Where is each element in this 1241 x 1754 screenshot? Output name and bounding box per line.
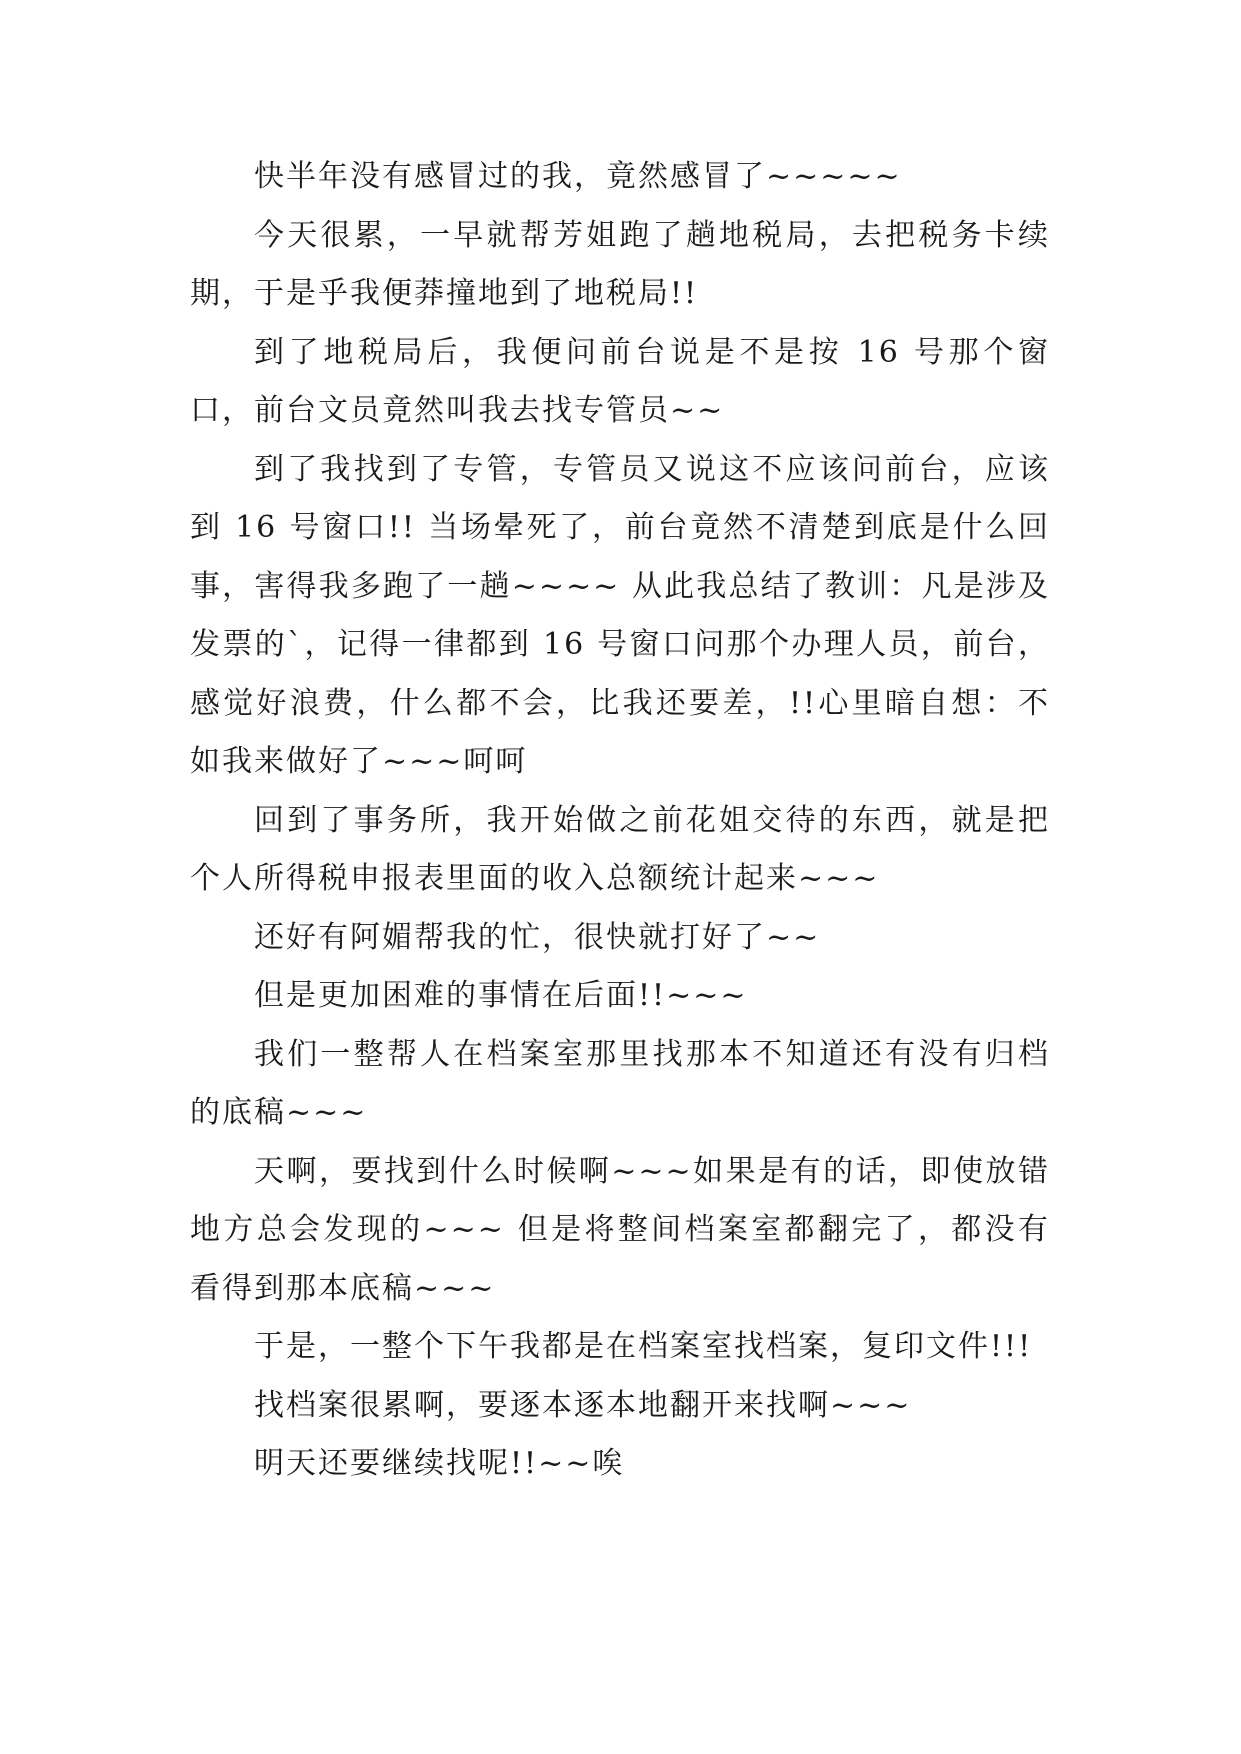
paragraph: 还好有阿媚帮我的忙，很快就打好了~~	[254, 919, 821, 955]
paragraph: 明天还要继续找呢!!~~唉	[254, 1446, 625, 1481]
paragraph: 于是，一整个下午我都是在档案室找档案，复印文件!!!	[254, 1329, 1033, 1364]
paragraph: 我们一整帮人在档案室那里找那本不知道还有没有归档的底稿~~~	[190, 1036, 1050, 1130]
paragraph: 找档案很累啊，要逐本逐本地翻开来找啊~~~	[254, 1387, 912, 1423]
paragraph: 今天很累，一早就帮芳姐跑了趟地税局，去把税务卡续期，于是乎我便莽撞地到了地税局!!	[190, 217, 1050, 311]
paragraph: 回到了事务所，我开始做之前花姐交待的东西，就是把个人所得税申报表里面的收入总额统计起来~~~	[190, 802, 1050, 896]
paragraph: 到了我找到了专管，专管员又说这不应该问前台，应该到 16 号窗口!! 当场晕死了，前台竟然不清楚到底是什么回事，害得我多跑了一趟~~~~ 从此我总结了教训：凡是涉及发票的`，记得一律都到 16 号窗口问那个办理人员，前台，感觉好浪费，什么都不会，比我还要差，!!心里暗自想：不如我来做好了~~~呵呵	[190, 451, 1050, 779]
paragraph: 快半年没有感冒过的我，竟然感冒了~~~~~	[254, 159, 902, 194]
paragraph: 到了地税局后，我便问前台说是不是按 16 号那个窗口，前台文员竟然叫我去找专管员~~	[190, 334, 1050, 428]
document-body	[190, 148, 1050, 1494]
paragraph: 天啊，要找到什么时候啊~~~如果是有的话，即使放错地方总会发现的~~~ 但是将整间档案室都翻完了，都没有看得到那本底稿~~~	[190, 1153, 1050, 1306]
paragraph: 但是更加困难的事情在后面!!~~~	[254, 978, 748, 1013]
